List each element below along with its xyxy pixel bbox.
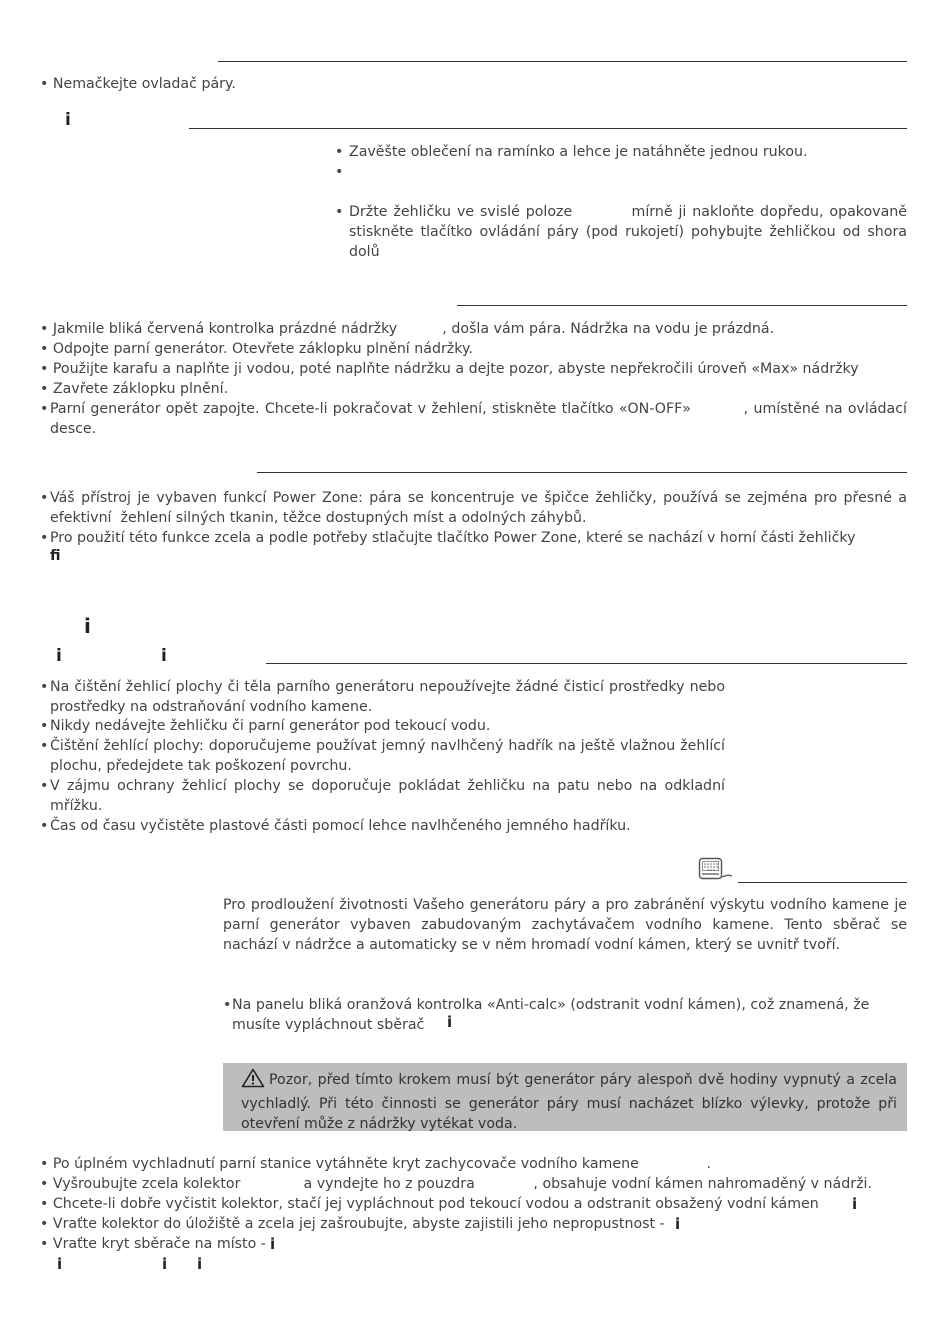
s3-bullet-2: • Odpojte parní generátor. Otevřete záklopku plnění nádržky. xyxy=(40,341,473,357)
s7-bullet-1: • Po úplném vychladnutí parní stanice vytáhněte kryt zachycovače vodního kamene . xyxy=(40,1156,711,1172)
s5-bullet-dot-5: • xyxy=(40,818,49,834)
s5-bullet-dot-3: • xyxy=(40,738,49,754)
s6-intro: Pro prodloužení životnosti Vašeho generátoru páry a pro zabránění výskytu vodního kamene je parní generátor vybaven zabudovaným zachytávačem vodního kamene. Tento sběrač se nachází v nádržce a automaticky se v něm hromadí vodní kámen, který se uvnitř tvoří. xyxy=(223,897,907,953)
s3-bullet-1: • Jakmile bliká červená kontrolka prázdné nádržky , došla vám pára. Nádržka na vodu je prázdná. xyxy=(40,321,775,337)
s5-marker-a: i xyxy=(56,646,62,666)
s5-bullet-4: V zájmu ochrany žehlicí plochy se doporučuje pokládat žehličku na patu nebo na odkladní mřížku. xyxy=(50,778,725,814)
s5-bullet-3: Čištění žehlící plochy: doporučujeme používat jemný navlhčený hadřík na ještě vlažnou žehlící plochu, předejdete tak poškození povrchu. xyxy=(50,738,725,774)
scale-collector-icon xyxy=(698,857,734,883)
s4-bullet-1: Váš přístroj je vybaven funkcí Power Zone: pára se koncentruje ve špičce žehličky, používá se zejména pro přesné a efektivní žehlení silných tkanin, těžce dostupných míst a odolných záhybů. xyxy=(50,490,912,526)
s7-marker-5: i xyxy=(162,1255,168,1273)
s7-marker-2: i xyxy=(675,1215,681,1233)
s5-marker-big: i xyxy=(84,614,91,638)
section-rule-5 xyxy=(266,663,907,664)
s5-bullet-1: Na čištění žehlicí plochy či těla parního generátoru nepoužívejte žádné čisticí prostředky nebo prostředky na odstraňování vodního kamene. xyxy=(50,679,725,715)
s3-bullet-5: Parní generátor opět zapojte. Chcete-li pokračovat v žehlení, stiskněte tlačítko «ON-OFF» , umístěné na ovládací desce. xyxy=(50,401,912,437)
s3-bullet-dot-5: • xyxy=(40,401,49,417)
s7-bullet-4: • Vraťte kolektor do úložiště a zcela jej zašroubujte, abyste zajistili jeho nepropustnost - xyxy=(40,1216,665,1232)
s3-bullet-4: • Zavřete záklopku plnění. xyxy=(40,381,229,397)
s4-bullet-dot-2: • xyxy=(40,530,49,546)
s3-bullet-3: • Použijte karafu a naplňte ji vodou, poté naplňte nádržku a dejte pozor, abyste nepřekročili úroveň «Max» nádržky xyxy=(40,361,859,377)
s5-bullet-dot-2: • xyxy=(40,718,49,734)
s5-bullet-5: Čas od času vyčistěte plastové části pomocí lehce navlhčeného jemného hadříku. xyxy=(50,818,631,834)
s5-bullet-2: Nikdy nedávejte žehličku či parní generátor pod tekoucí vodu. xyxy=(50,718,491,734)
s7-bullet-3: • Chcete-li dobře vyčistit kolektor, stačí jej vypláchnout pod tekoucí vodou a odstranit obsažený vodní kámen xyxy=(40,1196,819,1212)
s7-marker-6: i xyxy=(197,1255,203,1273)
section-rule-2 xyxy=(189,128,907,129)
s4-bullet-dot-1: • xyxy=(40,490,49,506)
s2-bullet-3: Držte žehličku ve svislé poloze mírně ji nakloňte dopředu, opakovaně stiskněte tlačítko ovládání páry (pod rukojetí) pohybujte žehličkou od shora dolů xyxy=(349,204,912,260)
s7-marker-1: i xyxy=(852,1195,858,1213)
s2-bullet-dot-2: • xyxy=(335,164,344,180)
s5-bullet-dot-4: • xyxy=(40,778,49,794)
s7-bullet-2: • Vyšroubujte zcela kolektor a vyndejte ho z pouzdra , obsahuje vodní kámen nahromaděný v nádrži. xyxy=(40,1176,872,1192)
s4-bullet-2: Pro použití této funkce zcela a podle potřeby stlačujte tlačítko Power Zone, které se nachází v horní části žehličky xyxy=(50,530,856,546)
s2-marker: i xyxy=(65,110,71,130)
s7-bullet-5: • Vraťte kryt sběrače na místo - xyxy=(40,1236,266,1252)
s7-marker-3: i xyxy=(270,1235,276,1253)
section-rule-1 xyxy=(218,61,907,62)
s7-marker-4: i xyxy=(57,1255,63,1273)
s1-bullet-1: • Nemačkejte ovladač páry. xyxy=(40,76,236,92)
section-rule-6 xyxy=(738,882,907,883)
s6-bullet-dot: • xyxy=(223,997,232,1013)
section-rule-4 xyxy=(257,472,907,473)
s5-bullet-dot-1: • xyxy=(40,679,49,695)
warning-text: Pozor, před tímto krokem musí být generátor páry alespoň dvě hodiny vypnutý a zcela vychladlý. Při této činnosti se generátor páry musí nacházet blízko výlevky, protože při otevření může z nádržky vytékat voda. xyxy=(241,1072,897,1132)
s2-bullet-dot-1: • xyxy=(335,144,344,160)
s6-bullet-marker: i xyxy=(447,1013,453,1031)
s4-bullet-3: fi xyxy=(50,548,61,564)
warning-triangle-icon xyxy=(241,1068,265,1094)
s5-marker-b: i xyxy=(161,646,167,666)
section-rule-3 xyxy=(457,305,907,306)
warning-box xyxy=(223,1063,907,1131)
s6-bullet: Na panelu bliká oranžová kontrolka «Anti-calc» (odstranit vodní kámen), což znamená, že musíte vypláchnout sběrač xyxy=(232,997,870,1033)
s2-bullet-1: Zavěšte oblečení na ramínko a lehce je natáhněte jednou rukou. xyxy=(349,144,808,160)
s2-bullet-dot-3: • xyxy=(335,204,344,220)
